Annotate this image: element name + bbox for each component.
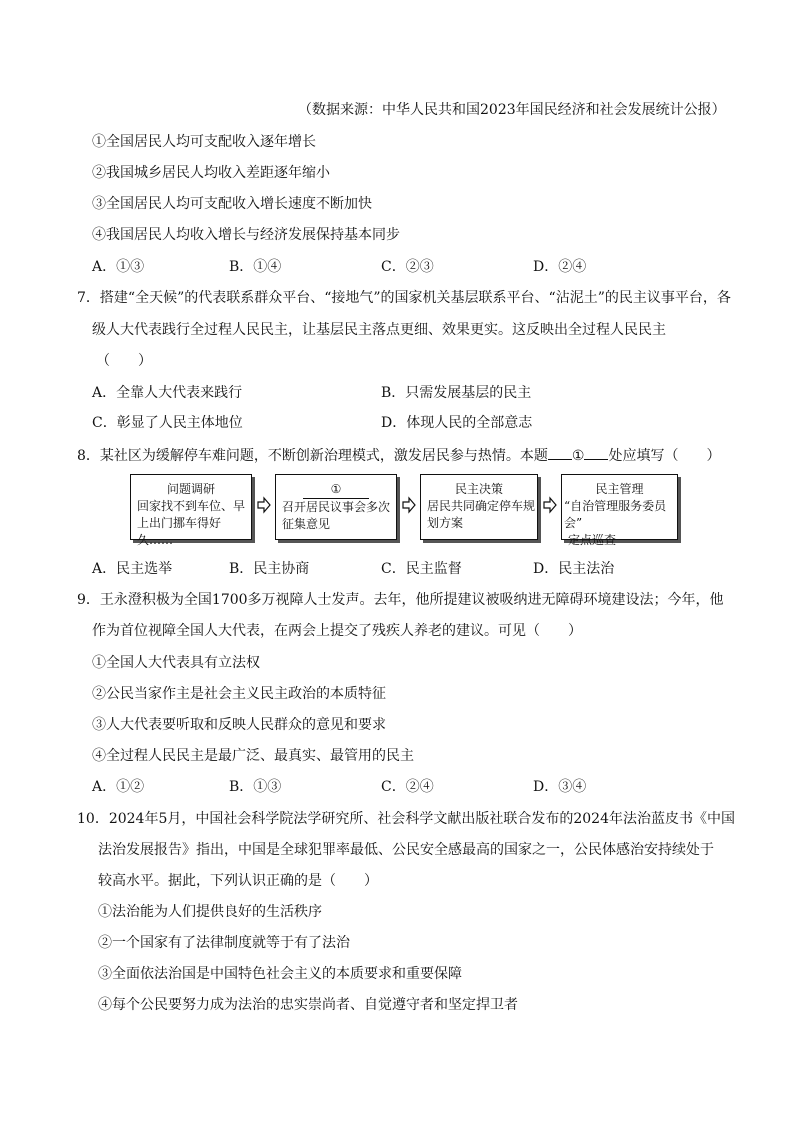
flow-step-title: 问题调研: [166, 482, 215, 496]
q8-option-d: D．民主法治: [533, 561, 615, 577]
arrow-right-icon: [257, 496, 271, 514]
data-source-note: （数据来源：中华人民共和国2023年国民经济和社会发展统计公报）: [298, 102, 726, 118]
q9-option-a: A．①②: [92, 779, 145, 795]
q9-option-d: D．③④: [533, 779, 587, 795]
q8-stem: [77, 445, 720, 465]
governance-flowchart: [130, 474, 682, 546]
q10-statement-1: ①法治能为人们提供良好的生活秩序: [98, 904, 322, 920]
q7-answer-bracket: （ ）: [96, 353, 152, 369]
q6-option-c: C．②③: [381, 259, 434, 275]
q8-stem-text-a: 8．某社区为缓解停车难问题，不断创新治理模式，激发居民参与热情。本题: [77, 448, 548, 464]
q9-stem-line-2: 作为首位视障全国人大代表，在两会上提交了残疾人养老的建议。可见（ ）: [92, 623, 582, 639]
q10-stem-line-3: 较高水平。据此，下列认识正确的是（ ）: [98, 873, 378, 889]
flow-step-blank: [275, 474, 397, 540]
answer-blank: [548, 445, 572, 460]
q8-option-c: C．民主监督: [381, 561, 462, 577]
q7-stem-line-2: 级人大代表践行全过程人民民主，让基层民主落点更细、效果更实。这反映出全过程人民民主: [92, 322, 666, 338]
q9-statement-1: ①全国人大代表具有立法权: [92, 655, 260, 671]
q9-stem-line-1: 9．王永澄积极为全国1700多万视障人士发声。去年，他所提建议被吸纳进无障碍环境建设法；今年，他: [77, 592, 724, 608]
flow-step-text: “自治管理服务委员会”: [564, 499, 667, 530]
flow-step-text: 上出门挪车得好久……: [137, 516, 222, 547]
flow-step-text: 划方案: [427, 516, 464, 530]
flow-step-decision: [420, 474, 538, 540]
answer-blank: [584, 445, 608, 460]
arrow-right-icon: [402, 496, 416, 514]
q9-statement-2: ②公民当家作主是社会主义民主政治的本质特征: [92, 686, 386, 702]
flow-step-text: 回家找不到车位、早: [137, 499, 246, 513]
q9-statement-3: ③人大代表要听取和反映人民群众的意见和要求: [92, 717, 386, 733]
q6-statement-3: ③全国居民人均可支配收入增长速度不断加快: [92, 196, 372, 212]
q6-option-a: A．①③: [92, 259, 145, 275]
q8-option-b: B．民主协商: [229, 561, 310, 577]
q10-statement-4: ④每个公民要努力成为法治的忠实崇尚者、自觉遵守者和坚定捍卫者: [98, 997, 518, 1013]
q9-option-c: C．②④: [381, 779, 434, 795]
q6-option-b: B．①④: [229, 259, 282, 275]
flow-step-text: 居民共同确定停车规: [427, 499, 536, 513]
q6-statement-1: ①全国居民人均可支配收入逐年增长: [92, 134, 316, 150]
flow-step-management: [561, 474, 678, 547]
q8-option-a: A．民主选举: [92, 561, 173, 577]
q8-stem-text-b: 处应填写（ ）: [608, 448, 721, 464]
q6-statement-2: ②我国城乡居民人均收入差距逐年缩小: [92, 165, 330, 181]
q9-option-b: B．①③: [229, 779, 282, 795]
q10-statement-2: ②一个国家有了法律制度就等于有了法治: [98, 935, 350, 951]
q9-statement-4: ④全过程人民民主是最广泛、最真实、最管用的民主: [92, 748, 414, 764]
q10-stem-line-2: 法治发展报告》指出，中国是全球犯罪率最低、公民安全感最高的国家之一，公民体感治安持续处于: [98, 842, 714, 858]
q8-blank-mark: ①: [571, 448, 585, 464]
flow-step-survey: [130, 474, 252, 547]
q7-option-a: A．全靠人大代表来践行: [92, 385, 243, 401]
flow-step-text: 定点巡查: [568, 533, 617, 547]
q6-option-d: D．②④: [533, 259, 587, 275]
flow-step-text: 征集意见: [282, 517, 331, 531]
q7-option-d: D．体现人民的全部意志: [381, 415, 533, 431]
q10-stem-line-1: 10．2024年5月，中国社会科学院法学研究所、社会科学文献出版社联合发布的2024年法治蓝皮书《中国: [77, 811, 735, 827]
q6-statement-4: ④我国居民人均收入增长与经济发展保持基本同步: [92, 227, 400, 243]
q7-stem-line-1: 7．搭建“全天候”的代表联系群众平台、“接地气”的国家机关基层联系平台、“沾泥土”的民主议事平台，各: [77, 290, 731, 306]
flow-step-title: 民主管理: [595, 482, 644, 496]
q10-statement-3: ③全面依法治国是中国特色社会主义的本质要求和重要保障: [98, 966, 462, 982]
flow-step-title: 民主决策: [454, 482, 503, 496]
flow-step-title: ①: [303, 481, 369, 499]
flow-step-text: 召开居民议事会多次: [282, 500, 391, 514]
q7-option-b: B．只需发展基层的民主: [381, 385, 532, 401]
q7-option-c: C．彰显了人民主体地位: [92, 415, 243, 431]
arrow-right-icon: [543, 496, 557, 514]
